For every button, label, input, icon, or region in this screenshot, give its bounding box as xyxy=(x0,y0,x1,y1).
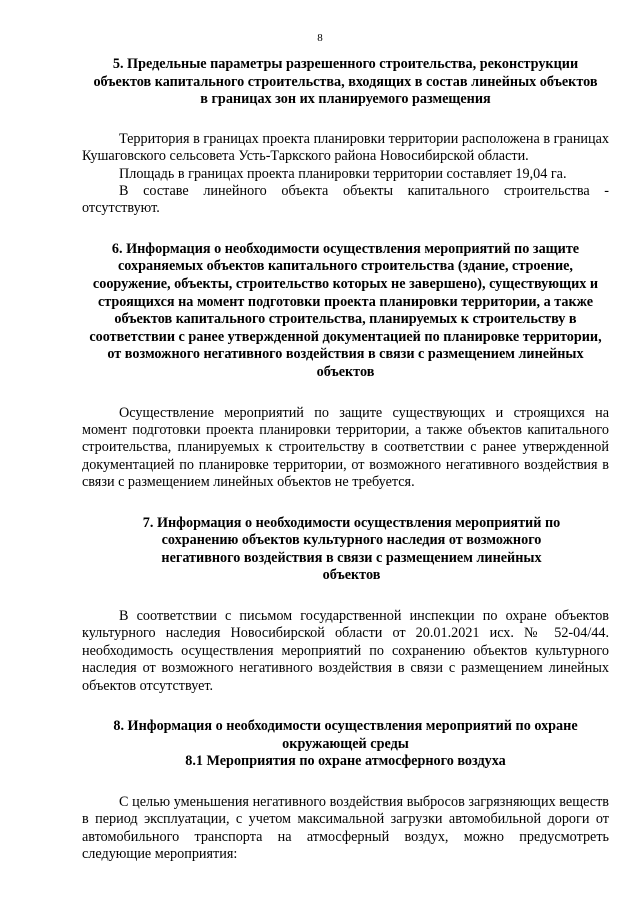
section-8-paragraph-1: С целью уменьшения негативного воздействия выбросов загрязняющих веществ в период эксплуатации, с учетом максимальной загрузки автомобильной дороги от автомобильного транспорта на атмосферный воздух, можно предусмотреть следующие мероприятия: xyxy=(82,793,609,862)
section-7 xyxy=(82,515,609,695)
section-6 xyxy=(82,241,609,492)
section-5 xyxy=(82,56,609,218)
section-6-heading: 6. Информация о необходимости осуществления мероприятий по защите сохраняемых объектов капитального строительства (здание, строение, сооружение, объекты, строительство которых не завершено), существующих и строящихся на момент подготовки проекта планировки территории, а также объектов капитального строительства, планируемых к строительству в соответствии с ранее утвержденной документацией по планировке территории, от возможного негативного воздействия в связи с размещением линейных объектов xyxy=(89,240,602,380)
section-6-paragraph-1: Осуществление мероприятий по защите существующих и строящихся на момент подготовки проекта планировки территории, а также объектов капитального строительства, планируемых к строительству в соответствии с ранее утвержденной документацией по планировке территории, от возможного негативного воздействия в связи с размещением линейных объектов не требуется. xyxy=(82,404,609,491)
section-8-heading: 8. Информация о необходимости осуществления мероприятий по охране окружающей среды xyxy=(113,718,578,752)
section-7-heading: 7. Информация о необходимости осуществления мероприятий по сохранению объектов культурного наследия от возможного негативного воздействия в связи с размещением линейных объектов xyxy=(142,514,561,584)
section-5-paragraph-3: В составе линейного объекта объекты капитального строительства - отсутствуют. xyxy=(82,183,609,217)
section-8 xyxy=(82,718,609,863)
page-number: 8 xyxy=(317,32,323,44)
section-5-paragraph-1: Территория в границах проекта планировки территории расположена в границах Кушаговского сельсовета Усть-Таркского района Новосибирской области. xyxy=(82,130,609,165)
page-content xyxy=(82,56,609,863)
section-7-paragraph-1: В соответствии с письмом государственной инспекции по охране объектов культурного наследия Новосибирской области от 20.01.2021 исх. № 52-04/44. необходимость осуществления мероприятий по сохранению объектов культурного наследия от возможного негативного воздействия в связи с размещением линейных объектов отсутствует. xyxy=(82,607,609,694)
section-5-heading: 5. Предельные параметры разрешенного строительства, реконструкции объектов капитального строительства, входящих в состав линейных объектов в границах зон их планируемого размещения xyxy=(93,56,598,108)
section-5-paragraph-2: Площадь в границах проекта планировки территории составляет 19,04 га. xyxy=(119,165,567,182)
section-8-1-subheading: 8.1 Мероприятия по охране атмосферного воздуха xyxy=(185,753,506,770)
